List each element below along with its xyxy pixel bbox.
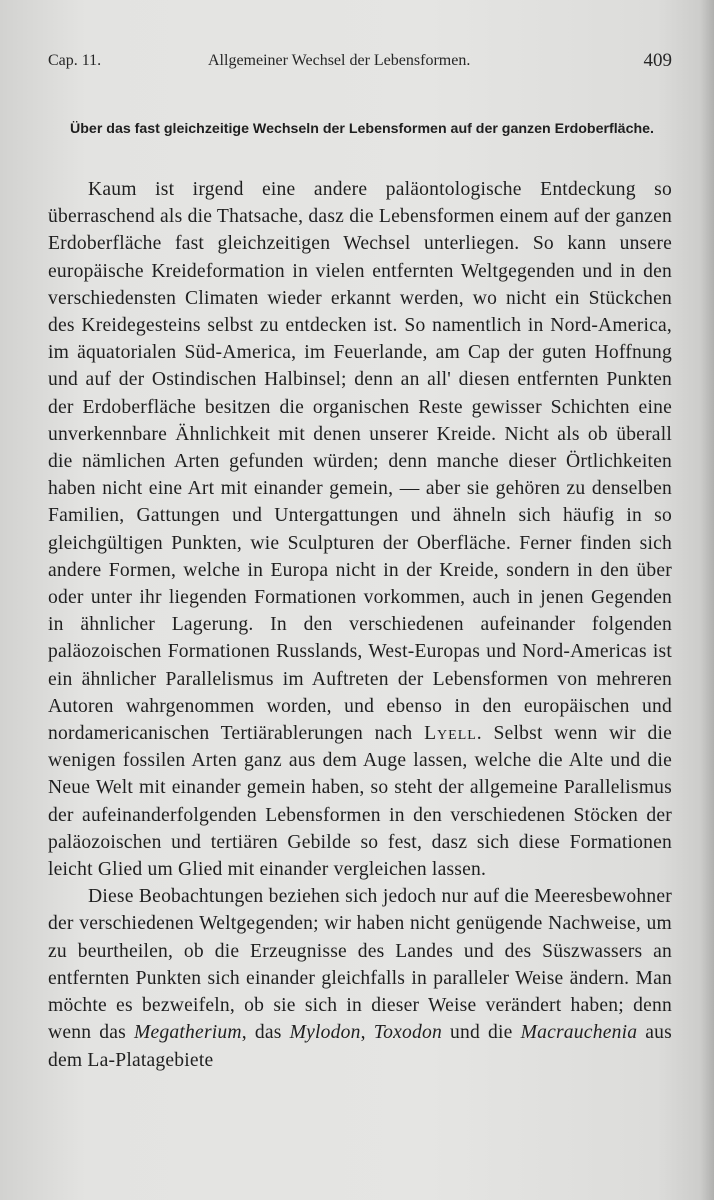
page-number: 409: [643, 50, 672, 71]
body-text: [48, 176, 672, 1074]
running-head: [48, 48, 672, 76]
paragraph-text: Kaum ist irgend eine andere paläontologische Entdeckung so überraschend als die Thatsache, dasz die Lebensformen einem auf der ganzen Erdoberfläche fast gleichzeitigen Wechsel unterliegen. So kann unsere europäische Kreideformation in vielen entfernten Weltgegenden und in den verschiedensten Climaten wieder erkannt werden, wo nicht ein Stückchen des Kreidegesteins selbst zu entdecken ist. So namentlich in Nord-America, im äquatorialen Süd-America, im Feuerlande, am Cap der guten Hoffnung und auf der Ostindischen Halbinsel; denn an all' diesen entfernten Punkten der Erdoberfläche besitzen die organischen Reste gewisser Schichten eine unverkennbare Ähnlichkeit mit denen unserer Kreide. Nicht als ob überall die nämlichen Arten gefunden würden; denn manche dieser Örtlichkeiten haben nicht eine Art mit einander gemein, — aber sie gehören zu denselben Familien, Gattungen und Untergattungen und ähneln sich häufig in so gleichgültigen Punkten, wie Sculpturen der Oberfläche. Ferner finden sich andere Formen, welche in Europa nicht in der Kreide, sondern in den über oder unter ihr liegenden Formationen vorkommen, auch in jenen Gegenden in ähnlicher Lagerung. In den verschiedenen aufeinander folgenden paläozoischen Formationen Russlands, West-Europas und Nord-Americas ist ein ähnlicher Parallelismus im Auftreten der Lebensformen von mehreren Autoren wahrgenommen worden, und ebenso in den europäischen und nordamericanischen Tertiärablerungen nach: [48, 179, 672, 745]
paragraph-text: Diese Beobachtungen beziehen sich jedoch nur auf die Meeresbewohner der verschiedenen Weltgegenden; wir haben nicht genügende Nachweise, um zu beurtheilen, ob die Erzeugnisse des Landes und des Süszwassers an entfernten Punkten sich einander gleichfalls in paralleler Weise ändern. Man möchte es bezweifeln, ob sie sich in dieser Weise verändert haben; denn wenn das: [48, 886, 672, 1044]
section-heading: Über das fast gleichzeitige Wechseln der Lebensformen auf der ganzen Erdoberfläche.: [70, 121, 654, 137]
taxon-name: Macrauchenia: [520, 1022, 638, 1044]
paragraph-text: , das: [241, 1022, 282, 1044]
paragraph-text: und die: [450, 1022, 513, 1044]
paragraph: [48, 883, 672, 1073]
running-title: Allgemeiner Wechsel der Lebensformen.: [208, 52, 471, 69]
taxon-name: Toxodon: [373, 1022, 442, 1044]
author-name: Lyell: [424, 723, 477, 745]
taxon-name: Megatherium: [134, 1022, 242, 1044]
taxon-name: Mylodon: [289, 1022, 361, 1044]
paragraph-text: ,: [360, 1022, 366, 1044]
paragraph-text: aus dem La-Platagebiete: [48, 1022, 672, 1071]
chapter-label: Cap. 11.: [48, 52, 102, 69]
paragraph-text: . Selbst wenn wir die wenigen fossilen Arten ganz aus dem Auge lassen, welche die Alte und die Neue Welt mit einander gemein haben, so steht der allgemeine Parallelismus der aufeinanderfolgenden Lebensformen in den verschiedenen Stöcken der paläozoischen und tertiären Gebilde so fest, dasz sich diese Formationen leicht Glied um Glied mit einander vergleichen lassen.: [48, 723, 672, 881]
paragraph: [48, 176, 672, 883]
